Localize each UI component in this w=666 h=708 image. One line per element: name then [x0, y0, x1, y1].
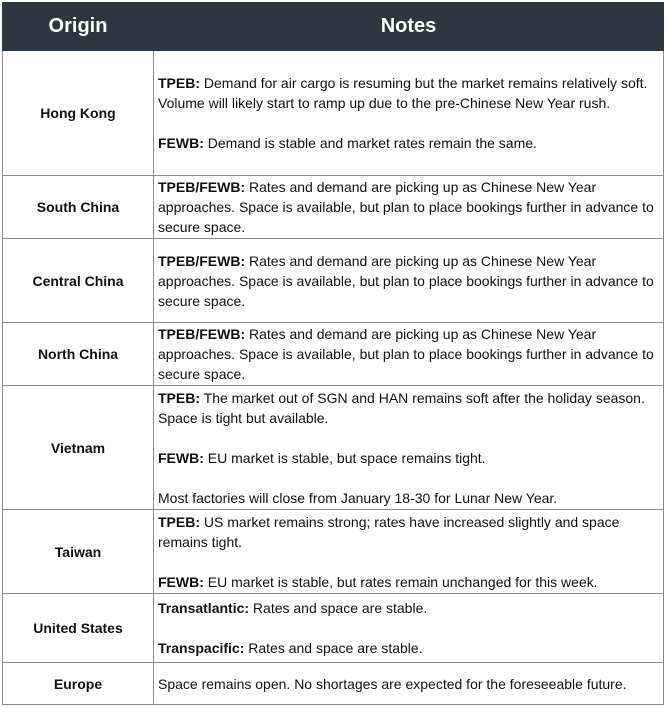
note-paragraph: [158, 598, 659, 618]
origin-column-header: Origin: [3, 3, 154, 51]
route-label: Transatlantic:: [158, 600, 250, 616]
route-label: TPEB:: [158, 389, 200, 406]
note-paragraph: [158, 674, 659, 694]
route-label: FEWB:: [158, 449, 204, 466]
origin-cell: United States: [3, 594, 154, 663]
notes-cell: [154, 176, 664, 239]
paragraph-gap: [158, 618, 659, 638]
origin-cell: Taiwan: [3, 510, 154, 594]
note-paragraph: [158, 388, 659, 428]
table-row: [3, 323, 664, 386]
note-paragraph: [158, 177, 659, 237]
freight-notes-table: [2, 2, 664, 705]
table-row: [3, 386, 664, 510]
note-text: Demand for air cargo is resuming but the market remains relatively soft. Volume will likely start to ramp up due to the pre-Chinese New Year rush.: [158, 75, 648, 111]
paragraph-gap: [158, 113, 659, 133]
paragraph-gap: [158, 552, 659, 572]
origin-cell: Vietnam: [3, 386, 154, 510]
table-body: [3, 51, 664, 705]
notes-column-header: Notes: [154, 3, 664, 51]
notes-cell: [154, 386, 664, 510]
route-label: TPEB/FEWB:: [158, 252, 246, 269]
table-row: [3, 176, 664, 239]
note-text: Rates and demand are picking up as Chinese New Year approaches. Space is available, but plan to place bookings further in advance to secure space.: [158, 252, 654, 309]
note-paragraph: [158, 133, 659, 153]
notes-cell: [154, 323, 664, 386]
note-text: Rates and demand are picking up as Chinese New Year approaches. Space is available, but plan to place bookings further in advance to secure space.: [158, 179, 654, 235]
notes-cell: [154, 663, 664, 705]
note-text: Rates and demand are picking up as Chinese New Year approaches. Space is available, but plan to place bookings further in advance to secure space.: [158, 326, 654, 382]
route-label: TPEB/FEWB:: [158, 326, 246, 342]
table-row: [3, 594, 664, 663]
note-text: US market remains strong; rates have increased slightly and space remains tight.: [158, 513, 620, 550]
route-label: TPEB/FEWB:: [158, 179, 246, 195]
note-paragraph: [158, 73, 659, 113]
route-label: FEWB:: [158, 573, 204, 590]
note-text: Space remains open. No shortages are expected for the foreseeable future.: [158, 675, 627, 692]
route-label: TPEB:: [158, 75, 200, 91]
note-paragraph: [158, 488, 659, 508]
table-row: [3, 239, 664, 323]
note-paragraph: [158, 572, 659, 592]
note-text: Demand is stable and market rates remain the same.: [203, 135, 537, 151]
note-paragraph: [158, 324, 659, 384]
origin-cell: South China: [3, 176, 154, 239]
paragraph-gap: [158, 428, 659, 448]
note-text: The market out of SGN and HAN remains soft after the holiday season. Space is tight but available.: [158, 389, 645, 426]
route-label: Transpacific:: [158, 640, 245, 656]
table-row: [3, 51, 664, 176]
note-paragraph: [158, 448, 659, 468]
note-paragraph: [158, 638, 659, 658]
table-row: [3, 510, 664, 594]
note-text: EU market is stable, but space remains tight.: [203, 449, 486, 466]
notes-cell: [154, 510, 664, 594]
table-header-row: [3, 3, 664, 51]
table-row: [3, 663, 664, 705]
route-label: FEWB:: [158, 135, 204, 151]
origin-cell: North China: [3, 323, 154, 386]
origin-cell: Europe: [3, 663, 154, 705]
origin-cell: Central China: [3, 239, 154, 323]
notes-cell: [154, 594, 664, 663]
paragraph-gap: [158, 468, 659, 488]
origin-cell: Hong Kong: [3, 51, 154, 176]
note-paragraph: [158, 251, 659, 311]
route-label: TPEB:: [158, 513, 200, 530]
note-text: Rates and space are stable.: [249, 600, 428, 616]
notes-cell: [154, 239, 664, 323]
notes-cell: [154, 51, 664, 176]
note-text: EU market is stable, but rates remain unchanged for this week.: [203, 573, 598, 590]
note-text: Rates and space are stable.: [244, 640, 423, 656]
note-text: Most factories will close from January 18-30 for Lunar New Year.: [158, 489, 558, 506]
note-paragraph: [158, 512, 659, 552]
